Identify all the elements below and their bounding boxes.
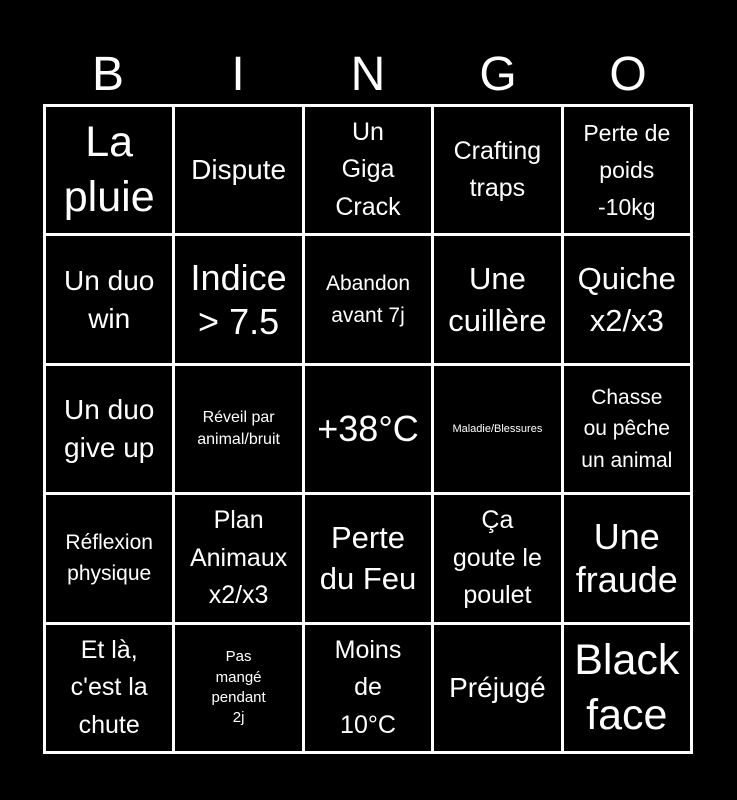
bingo-board [43, 104, 693, 754]
bingo-cell[interactable]: Indice > 7.5 [175, 236, 301, 362]
header-letter-o: O [609, 48, 647, 101]
header-letter-i: I [231, 48, 245, 101]
header-letter-n: N [350, 48, 386, 101]
header-letter-b: B [91, 48, 124, 101]
bingo-cell[interactable]: Réveil par animal/bruit [175, 366, 301, 492]
bingo-cell[interactable]: Une fraude [564, 495, 690, 621]
bingo-cell[interactable]: Maladie/Blessures [434, 366, 560, 492]
bingo-cell[interactable]: La pluie [46, 107, 172, 233]
bingo-cell[interactable]: Quiche x2/x3 [564, 236, 690, 362]
bingo-cell[interactable]: Abandon avant 7j [305, 236, 431, 362]
bingo-cell[interactable]: Préjugé [434, 625, 560, 751]
bingo-cell[interactable]: Moins de 10°C [305, 625, 431, 751]
bingo-cell[interactable]: Ça goute le poulet [434, 495, 560, 621]
bingo-cell[interactable]: Un duo give up [46, 366, 172, 492]
bingo-cell[interactable]: Dispute [175, 107, 301, 233]
bingo-cell[interactable]: Un duo win [46, 236, 172, 362]
bingo-cell[interactable]: +38°C [305, 366, 431, 492]
bingo-cell[interactable]: Une cuillère [434, 236, 560, 362]
bingo-cell[interactable]: Perte du Feu [305, 495, 431, 621]
bingo-cell[interactable]: Pas mangé pendant 2j [175, 625, 301, 751]
header-letter-g: G [479, 48, 517, 101]
bingo-cell[interactable]: Perte de poids -10kg [564, 107, 690, 233]
bingo-cell[interactable]: Un Giga Crack [305, 107, 431, 233]
bingo-cell[interactable]: Plan Animaux x2/x3 [175, 495, 301, 621]
bingo-cell[interactable]: Réflexion physique [46, 495, 172, 621]
bingo-header [43, 46, 693, 104]
bingo-cell[interactable]: Black face [564, 625, 690, 751]
bingo-cell[interactable]: Et là, c'est la chute [46, 625, 172, 751]
bingo-cell[interactable]: Chasse ou pêche un animal [564, 366, 690, 492]
bingo-cell[interactable]: Crafting traps [434, 107, 560, 233]
